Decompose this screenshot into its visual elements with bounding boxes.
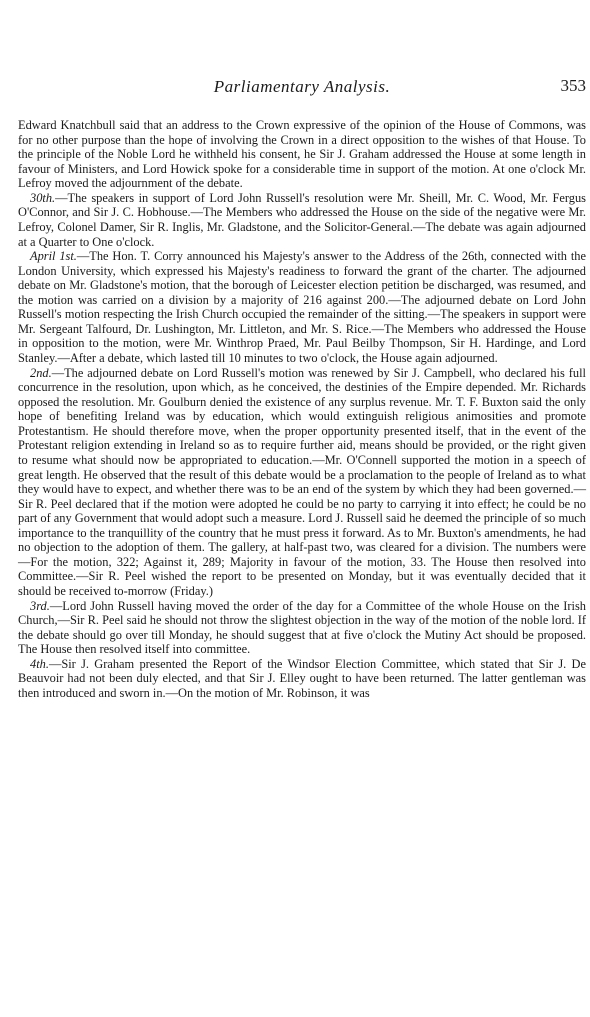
paragraph xyxy=(18,366,586,599)
paragraph-date: 30th. xyxy=(30,190,56,205)
running-head xyxy=(18,74,586,96)
paragraph-text: —Lord John Russell having moved the order of the day for a Committee of the whole House on the Irish Church,—Sir R. Peel said he should not throw the slightest objection in the way of the motion of the noble lord. If the debate should go over till Monday, he should suggest that at five o'clock the Mutiny Act should be proposed. The House then resolved itself into committee. xyxy=(18,598,586,657)
paragraph xyxy=(18,118,586,191)
paragraph-date: April 1st. xyxy=(30,249,77,264)
paragraph xyxy=(18,657,586,701)
paragraph-text: —The adjourned debate on Lord Russell's motion was renewed by Sir J. Campbell, who declared his full concurrence in the resolution, upon which, as he conceived, the destinies of the Empire depended. Mr. Richards opposed the resolution. Mr. Goulburn denied the existence of any surplus revenue. Mr. T. F. Buxton said the only hope of benefiting Ireland was by education, which would extinguish religious animosities and promote Protestantism. He should therefore move, when the proper opportunity presented itself, that in the event of the Protestant religion extending in Ireland so as to require further aid, means should be provided, or the right given to resume what should now be appropriated to education.—Mr. O'Connell supported the motion in a speech of great length. He observed that the result of this debate would be a proclamation to the people of Ireland as to what they would have to expect, and whether there was to be an end of the system by which they had been governed.—Sir R. Peel declared that if the motion were adopted he could be no party to carrying it into effect; he could be no part of any Government that would adopt such a measure. Lord J. Russell said he deemed the principle of so much importance to the tranquillity of the country that he must press it forward. As to Mr. Buxton's amendments, he had no objection to the adoption of them. The gallery, at half-past two, was cleared for a division. The numbers were—For the motion, 322; Against it, 289; Majority in favour of the motion, 33. The House then resolved into Committee.—Sir R. Peel wished the report to be presented on Monday, but it was eventually decided that it should be received to-morrow (Friday.) xyxy=(18,365,586,598)
paragraph xyxy=(18,191,586,249)
paragraph-date: 2nd. xyxy=(30,365,52,380)
running-title: Parliamentary Analysis. xyxy=(213,77,391,96)
paragraph xyxy=(18,599,586,657)
paragraph-text: —The speakers in support of Lord John Russell's resolution were Mr. Sheill, Mr. C. Wood, Mr. Fergus O'Connor, and Sir J. C. Hobhouse.—The Members who addressed the House on the side of the negative were Mr. Lefroy, Colonel Damer, Sir R. Inglis, Mr. Gladstone, and the Solicitor-General.—The debate was again adjourned at a Quarter to One o'clock. xyxy=(18,190,586,249)
paragraph-text: —The Hon. T. Corry announced his Majesty's answer to the Address of the 26th, connected with the London University, which expressed his Majesty's readiness to forward the grant of the charter. The adjourned debate on Mr. Gladstone's motion, that the borough of Leicester election petition be discharged, was resumed, and the motion was carried on a division by a majority of 216 against 200.—The adjourned debate on Lord John Russell's motion respecting the Irish Church occupied the remainder of the sitting.—The speakers in support were Mr. Sergeant Talfourd, Dr. Lushington, Mr. Littleton, and Mr. S. Rice.—The Members who addressed the House in opposition to the motion, were Mr. Winthrop Praed, Mr. Paul Beilby Thompson, Sir H. Hardinge, and Lord Stanley.—After a debate, which lasted till 10 minutes to two o'clock, the House again adjourned. xyxy=(18,249,586,365)
paragraph-date: 4th. xyxy=(30,656,49,671)
paragraph xyxy=(18,249,586,366)
paragraph-text: Edward Knatchbull said that an address to the Crown expressive of the opinion of the House of Commons, was for no other purpose than the hope of involving the Crown in a direct opposition to the wishes of that House. To the principle of the Noble Lord he withheld his consent, he Sir J. Graham addressed the House at some length in favour of Ministers, and Lord Howick spoke for a considerable time in support of the motion. At one o'clock Mr. Lefroy moved the adjournment of the debate. xyxy=(18,118,586,191)
paragraph-date: 3rd. xyxy=(30,598,50,613)
page-number: 353 xyxy=(560,76,586,95)
paragraph-text: —Sir J. Graham presented the Report of the Windsor Election Committee, which stated that Sir J. De Beauvoir had not been duly elected, and that Sir J. Elley ought to have been returned. The latter gentleman was then introduced and sworn in.—On the motion of Mr. Robinson, it was xyxy=(18,656,586,700)
body-text xyxy=(18,118,586,701)
